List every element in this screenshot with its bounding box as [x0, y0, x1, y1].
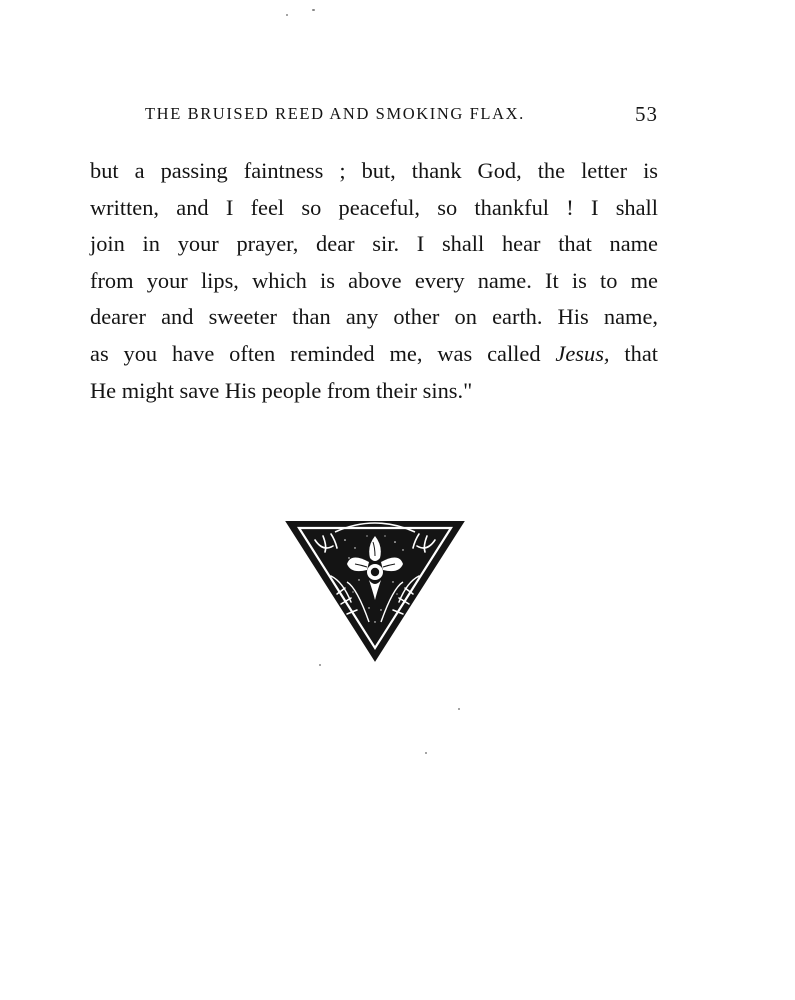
- text-line-2: written, and I feel so peaceful, so thankful ! I shall: [90, 194, 658, 220]
- text-line-5: dearer and sweeter than any other on earth. His name,: [90, 304, 658, 330]
- text-line-1: but a passing faintness ; but, thank God, the letter is: [90, 158, 658, 183]
- triangular-fleuron-ornament-icon: [285, 518, 465, 663]
- running-head: [90, 104, 658, 134]
- paper-speck: [425, 752, 427, 754]
- running-title: THE BRUISED REED AND SMOKING FLAX.: [145, 104, 525, 123]
- paper-speck: [319, 664, 321, 666]
- text-line-4: from your lips, which is above every name. It is to me: [90, 267, 658, 293]
- paper-speck: [286, 14, 288, 16]
- text-line-6-start: as you have often reminded me, was called: [90, 340, 556, 366]
- text-line-3: join in your prayer, dear sir. I shall hear that name: [90, 231, 658, 257]
- paper-speck: [312, 9, 315, 11]
- text-line-6-end: that: [609, 340, 658, 366]
- page-number: 53: [635, 102, 658, 126]
- paper-speck: [458, 708, 460, 710]
- text-line-6: [90, 336, 658, 373]
- body-paragraph: [90, 153, 658, 409]
- italic-name-jesus: Jesus,: [555, 340, 610, 366]
- text-line-7: He might save His people from their sins.": [90, 377, 473, 403]
